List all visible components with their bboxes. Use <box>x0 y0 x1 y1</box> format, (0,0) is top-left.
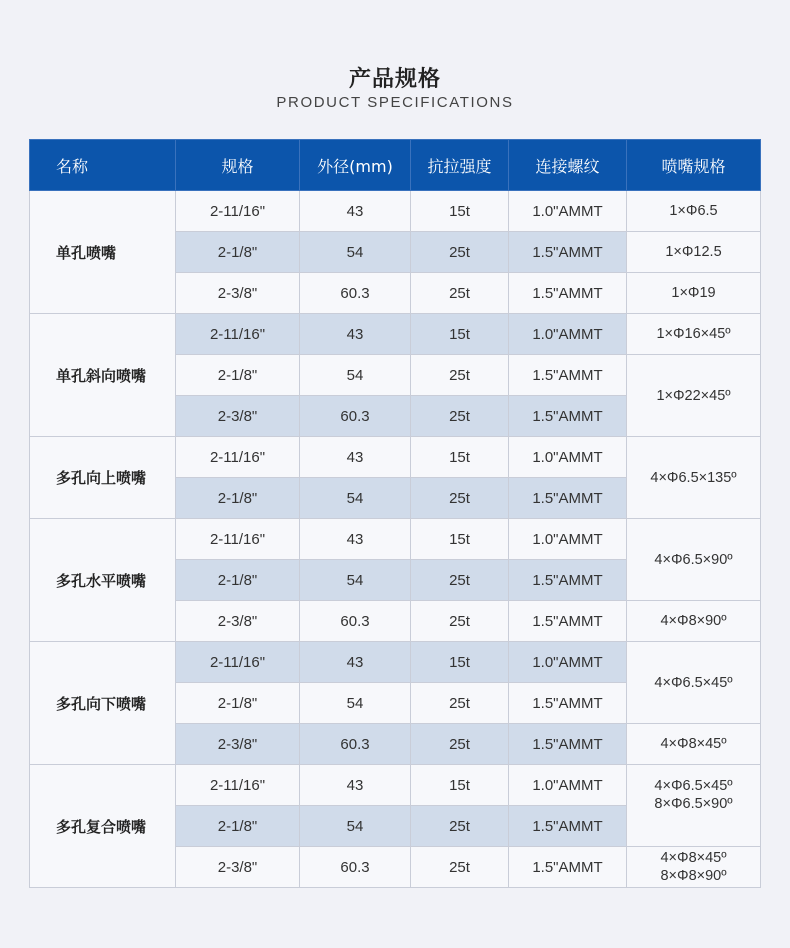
spec-cell: 2-11/16" <box>176 191 300 232</box>
group-name: 多孔水平喷嘴 <box>30 519 176 642</box>
group-name: 单孔喷嘴 <box>30 191 176 314</box>
header-thread: 连接螺纹 <box>509 140 627 191</box>
od-cell: 54 <box>300 683 411 724</box>
group-name: 多孔向下喷嘴 <box>30 642 176 765</box>
od-cell: 43 <box>300 314 411 355</box>
nozzle-line: 8×Φ8×90º <box>660 868 727 884</box>
thread-cell: 1.0"AMMT <box>509 191 627 232</box>
nozzle-cell: 1×Φ16×45º <box>627 314 761 355</box>
table-row <box>30 314 761 355</box>
strength-cell: 15t <box>411 191 509 232</box>
group-name: 多孔向上喷嘴 <box>30 437 176 519</box>
nozzle-cell: 4×Φ8×90º <box>627 601 761 642</box>
group-name: 单孔斜向喷嘴 <box>30 314 176 437</box>
spec-cell: 2-1/8" <box>176 478 300 519</box>
spec-cell: 2-1/8" <box>176 683 300 724</box>
strength-cell: 15t <box>411 314 509 355</box>
header-name: 名称 <box>30 140 176 191</box>
nozzle-line: 4×Φ8×45º <box>660 850 727 866</box>
spec-cell: 2-1/8" <box>176 560 300 601</box>
thread-cell: 1.5"AMMT <box>509 560 627 601</box>
strength-cell: 15t <box>411 765 509 806</box>
thread-cell: 1.5"AMMT <box>509 355 627 396</box>
spec-cell: 2-3/8" <box>176 396 300 437</box>
thread-cell: 1.5"AMMT <box>509 232 627 273</box>
table-row <box>30 642 761 683</box>
thread-cell: 1.0"AMMT <box>509 765 627 806</box>
thread-cell: 1.0"AMMT <box>509 437 627 478</box>
spec-cell: 2-11/16" <box>176 642 300 683</box>
strength-cell: 25t <box>411 273 509 314</box>
nozzle-cell: 1×Φ6.5 <box>627 191 761 232</box>
thread-cell: 1.5"AMMT <box>509 273 627 314</box>
od-cell: 54 <box>300 478 411 519</box>
nozzle-cell: 1×Φ12.5 <box>627 232 761 273</box>
strength-cell: 15t <box>411 519 509 560</box>
nozzle-line: 8×Φ6.5×90º <box>654 795 733 812</box>
thread-cell: 1.0"AMMT <box>509 314 627 355</box>
strength-cell: 15t <box>411 437 509 478</box>
group-name: 多孔复合喷嘴 <box>30 765 176 888</box>
spec-cell: 2-1/8" <box>176 232 300 273</box>
thread-cell: 1.5"AMMT <box>509 806 627 847</box>
thread-cell: 1.5"AMMT <box>509 683 627 724</box>
spec-cell: 2-3/8" <box>176 724 300 765</box>
nozzle-cell: 1×Φ19 <box>627 273 761 314</box>
od-cell: 43 <box>300 519 411 560</box>
spec-cell: 2-1/8" <box>176 355 300 396</box>
strength-cell: 15t <box>411 642 509 683</box>
thread-cell: 1.0"AMMT <box>509 519 627 560</box>
header-spec: 规格 <box>176 140 300 191</box>
nozzle-cell: 4×Φ6.5×45º <box>627 642 761 724</box>
spec-cell: 2-11/16" <box>176 314 300 355</box>
table-row <box>30 437 761 478</box>
od-cell: 54 <box>300 232 411 273</box>
strength-cell: 25t <box>411 478 509 519</box>
thread-cell: 1.5"AMMT <box>509 478 627 519</box>
spec-cell: 2-11/16" <box>176 519 300 560</box>
od-cell: 43 <box>300 642 411 683</box>
od-cell: 60.3 <box>300 724 411 765</box>
spec-table <box>29 139 761 888</box>
od-cell: 54 <box>300 560 411 601</box>
strength-cell: 25t <box>411 806 509 847</box>
od-cell: 60.3 <box>300 273 411 314</box>
strength-cell: 25t <box>411 683 509 724</box>
thread-cell: 1.5"AMMT <box>509 847 627 888</box>
nozzle-cell <box>627 765 761 847</box>
od-cell: 43 <box>300 191 411 232</box>
od-cell: 43 <box>300 437 411 478</box>
od-cell: 60.3 <box>300 396 411 437</box>
od-cell: 54 <box>300 806 411 847</box>
nozzle-cell: 4×Φ8×45º <box>627 724 761 765</box>
header-tensile-strength: 抗拉强度 <box>411 140 509 191</box>
strength-cell: 25t <box>411 355 509 396</box>
spec-cell: 2-1/8" <box>176 806 300 847</box>
strength-cell: 25t <box>411 724 509 765</box>
nozzle-line: 4×Φ6.5×45º <box>654 777 733 794</box>
od-cell: 60.3 <box>300 601 411 642</box>
strength-cell: 25t <box>411 847 509 888</box>
thread-cell: 1.5"AMMT <box>509 724 627 765</box>
nozzle-cell: 1×Φ22×45º <box>627 355 761 437</box>
od-cell: 54 <box>300 355 411 396</box>
page-title: 产品规格 <box>348 67 441 92</box>
table-row <box>30 191 761 232</box>
strength-cell: 25t <box>411 396 509 437</box>
header-outer-diameter: 外径(mm) <box>300 140 411 191</box>
nozzle-cell: 4×Φ6.5×135º <box>627 437 761 519</box>
spec-cell: 2-11/16" <box>176 765 300 806</box>
strength-cell: 25t <box>411 232 509 273</box>
thread-cell: 1.0"AMMT <box>509 642 627 683</box>
thread-cell: 1.5"AMMT <box>509 601 627 642</box>
strength-cell: 25t <box>411 601 509 642</box>
table-header-row <box>30 140 761 191</box>
table-row <box>30 519 761 560</box>
od-cell: 60.3 <box>300 847 411 888</box>
spec-cell: 2-3/8" <box>176 273 300 314</box>
strength-cell: 25t <box>411 560 509 601</box>
spec-cell: 2-3/8" <box>176 601 300 642</box>
spec-cell: 2-11/16" <box>176 437 300 478</box>
spec-cell: 2-3/8" <box>176 847 300 888</box>
header-nozzle-spec: 喷嘴规格 <box>627 140 761 191</box>
nozzle-cell <box>627 847 761 888</box>
page-subtitle: PRODUCT SPECIFICATIONS <box>276 94 514 111</box>
nozzle-cell: 4×Φ6.5×90º <box>627 519 761 601</box>
od-cell: 43 <box>300 765 411 806</box>
table-row <box>30 765 761 806</box>
thread-cell: 1.5"AMMT <box>509 396 627 437</box>
